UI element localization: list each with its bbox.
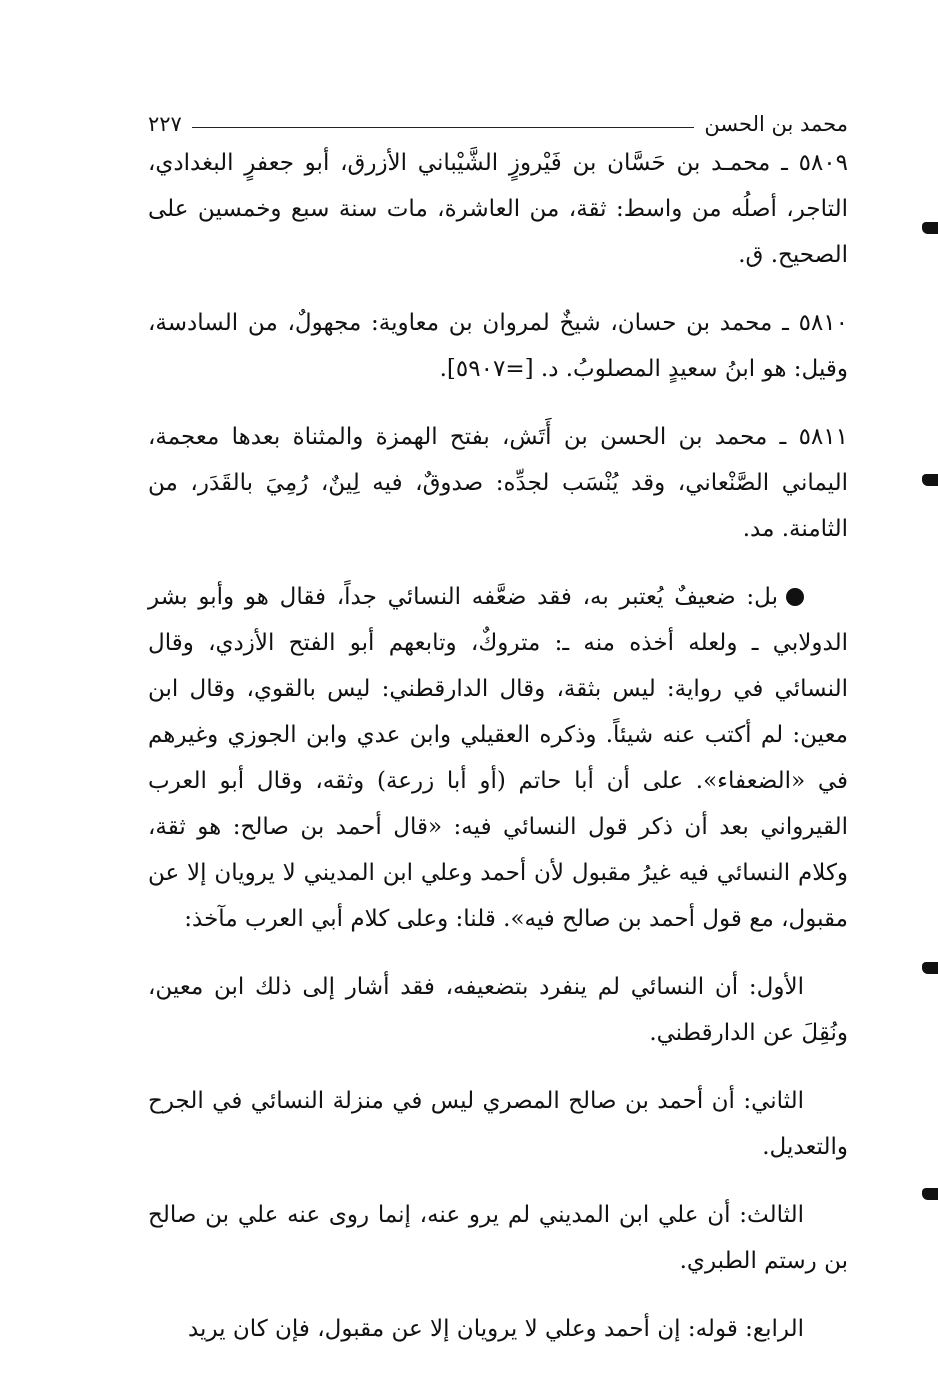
header-rule	[192, 127, 694, 128]
entry-5810: ٥٨١٠ ـ محمد بن حسان، شيخٌ لمروان بن معاوية: مجهولٌ، من السادسة، وقيل: هو ابنُ سعيدٍ المصلوبُ. د. [=٥٩٠٧].	[148, 310, 848, 382]
bullet-icon	[786, 588, 804, 606]
entry-5809: ٥٨٠٩ ـ محمـد بن حَسَّان بن فَيْروزٍ الشَّيْباني الأزرق، أبو جعفرٍ البغدادي، التاجر، أصلُه من واسط: ثقة، من العاشرة، مات سنة سبع وخمسين على الصحيح. ق.	[148, 150, 848, 268]
editor-note	[148, 574, 848, 942]
margin-mark	[922, 222, 938, 234]
margin-mark	[922, 962, 938, 974]
running-header	[148, 96, 848, 136]
point-third: الثالث: أن علي ابن المديني لم يرو عنه، إنما روى عنه علي بن صالح بن رستم الطبري.	[148, 1202, 848, 1274]
header-title: محمد بن الحسن	[704, 112, 848, 136]
point-fourth: الرابع: قوله: إن أحمد وعلي لا يرويان إلا عن مقبول، فإن كان يريد	[187, 1316, 804, 1342]
margin-mark	[922, 474, 938, 486]
margin-mark	[922, 1188, 938, 1200]
point-first: الأول: أن النسائي لم ينفرد بتضعيفه، فقد أشار إلى ذلك ابن معين، ونُقِلَ عن الدارقطني.	[148, 974, 848, 1046]
main-text	[148, 140, 848, 1374]
editor-note-text: بل: ضعيفٌ يُعتبر به، فقد ضعَّفه النسائي جداً، فقال هو وأبو بشر الدولابي ـ ولعله أخذه منه ـ: متروكٌ، وتابعهم أبو الفتح الأزدي، وقال النسائي في رواية: ليس بثقة، وقال الدارقطني: ليس بالقوي، وقال ابن معين: لم أكتب عنه شيئاً. وذكره العقيلي وابن عدي وابن الجوزي وغيرهم في «الضعفاء». على أن أبا حاتم (أو أبا زرعة) وثقه، وقال أبو العرب القيرواني بعد أن ذكر قول النسائي فيه: «قال أحمد بن صالح: هو ثقة، وكلام النسائي فيه غيرُ مقبول لأن أحمد وعلي ابن المديني لا يرويان إلا عن مقبول، مع قول أحمد بن صالح فيه». قلنا: وعلى كلام أبي العرب مآخذ:	[148, 584, 848, 932]
page-number: ٢٢٧	[148, 112, 182, 136]
point-second: الثاني: أن أحمد بن صالح المصري ليس في منزلة النسائي في الجرح والتعديل.	[148, 1088, 848, 1160]
entry-5811: ٥٨١١ ـ محمد بن الحسن بن أَتَش، بفتح الهمزة والمثناة بعدها معجمة، اليماني الصَّنْعاني، وقد يُنْسَب لجدِّه: صدوقٌ، فيه لِينٌ، رُمِيَ بالقَدَر، من الثامنة. مد.	[148, 424, 848, 542]
